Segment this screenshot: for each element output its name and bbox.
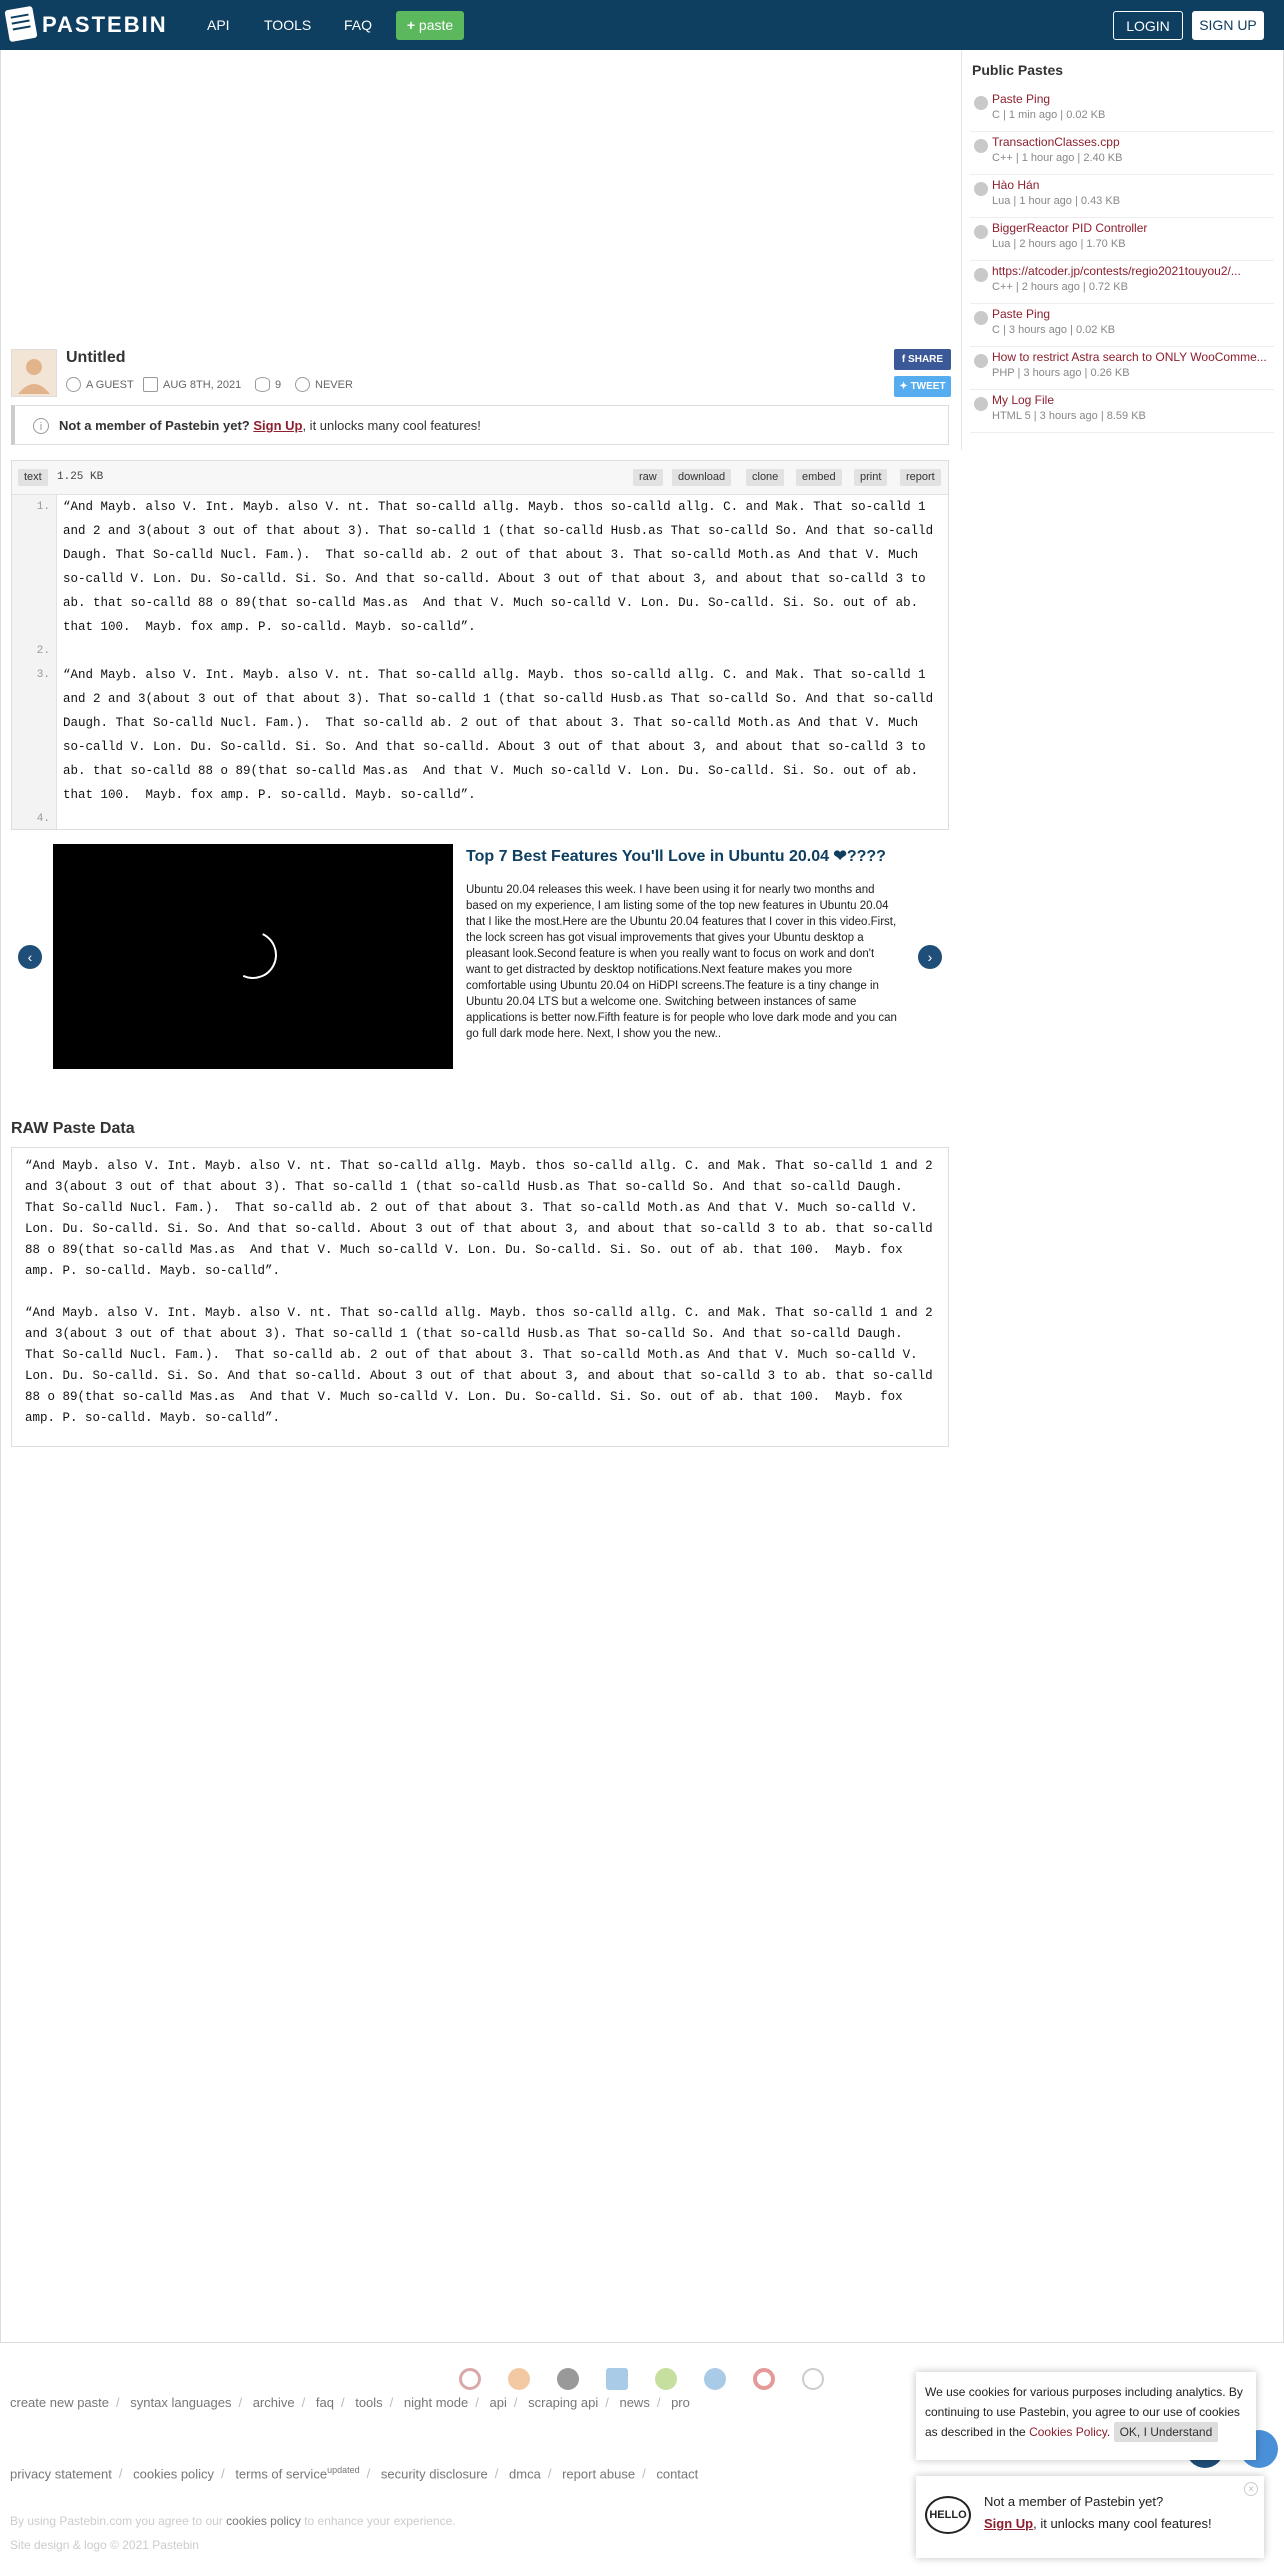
chrome-icon[interactable] (459, 2368, 481, 2390)
video-player[interactable] (53, 844, 453, 1069)
footer-link-pro[interactable]: pro (671, 2395, 690, 2410)
unix-icon[interactable] (802, 2368, 824, 2390)
code-toolbar (12, 461, 948, 495)
paste-author (66, 377, 134, 392)
views-count: 9 (275, 378, 282, 391)
public-paste-meta: HTML 5 | 3 hours ago | 8.59 KB (992, 410, 1146, 422)
legal-prefix: By using Pastebin.com you agree to our (10, 2514, 223, 2528)
public-paste-meta: C | 1 min ago | 0.02 KB (992, 109, 1106, 121)
public-paste-meta: C++ | 1 hour ago | 2.40 KB (992, 152, 1123, 164)
new-paste-button[interactable] (396, 11, 464, 40)
report-button[interactable]: report (900, 469, 941, 486)
video-title[interactable]: Top 7 Best Features You'll Love in Ubuntu 20.04 ❤???? (466, 848, 886, 865)
nav-tools[interactable]: TOOLS (264, 17, 312, 33)
footer-link-cookies-policy[interactable]: cookies policy (133, 2466, 215, 2482)
footer-link-faq[interactable]: faq (315, 2395, 334, 2410)
paste-date (143, 377, 241, 392)
date-text: AUG 8TH, 2021 (163, 378, 242, 391)
signup-popup (916, 2476, 1264, 2558)
twitter-tweet-button[interactable] (894, 376, 951, 397)
cookie-accept-button[interactable]: OK, I Understand (1114, 2422, 1219, 2442)
public-paste-item[interactable] (970, 303, 1274, 347)
login-button[interactable]: LOGIN (1113, 11, 1183, 40)
ios-icon[interactable] (557, 2368, 579, 2390)
public-paste-item[interactable] (970, 389, 1274, 433)
cookie-text: We use cookies for various purposes including analytics. By continuing to use Pastebin, you agree to our use of cookies as described in the Cookies Policy. OK, I Understand (925, 2382, 1255, 2442)
public-paste-item[interactable] (970, 260, 1274, 304)
author-name[interactable]: A GUEST (86, 378, 134, 391)
line-number: 4. (36, 813, 50, 825)
globe-icon (974, 268, 988, 282)
updated-badge: updated (327, 2465, 360, 2475)
popup-line-1: Not a member of Pastebin yet? (984, 2494, 1164, 2509)
public-paste-name[interactable]: Paste Ping (992, 92, 1051, 106)
cookie-banner (916, 2372, 1256, 2460)
popup-line-2 (984, 2516, 1212, 2531)
guest-avatar (11, 349, 57, 397)
firefox-icon[interactable] (508, 2368, 530, 2390)
pastebin-logo-icon[interactable] (4, 5, 38, 43)
top-header (0, 0, 1284, 50)
raw-paragraph: “And Mayb. also V. Int. Mayb. also V. nt. That so-calld allg. Mayb. thos so-calld allg. C. and Mak. That so-calld 1 and 2 and 3(about 3 out of that about 3). That so-calld 1 (that so-calld Husb.as That so-calld So. And that so-calld Daugh. That So-calld Nucl. Fam.). That so-calld ab. 2 out of that about 3. That so-calld Moth.as And that V. Much so-calld V. Lon. Du. So-calld. Si. So. And that so-calld. About 3 out of that about 3, and about that so-calld 3 to ab. that so-calld 88 o 89(that so-calld Mas.as And that V. Much so-calld V. Lon. Du. So-calld. Si. So. out of ab. that 100. Mayb. fox amp. P. so-calld. Mayb. so-calld”. (25, 1159, 941, 1278)
loading-spinner-icon (222, 924, 284, 986)
footer-link-scraping-api[interactable]: scraping api (528, 2395, 599, 2410)
raw-paste-textarea[interactable] (11, 1147, 949, 1447)
notice-rest: , it unlocks many cool features! (302, 418, 481, 433)
user-icon (66, 377, 81, 392)
footer-link-terms-of-service[interactable]: terms of service (235, 2466, 328, 2482)
code-body (12, 495, 948, 829)
code-line: “And Mayb. also V. Int. Mayb. also V. nt. That so-calld allg. Mayb. thos so-calld allg. C. and Mak. That so-calld 1 and 2 and 3(about 3 out of that about 3). That so-calld 1 (that so-calld Husb.as That so-calld So. And that so-calld Daugh. That So-calld Nucl. Fam.). That so-calld ab. 2 out of that about 3. That so-calld Moth.as And that V. Much so-calld V. Lon. Du. So-calld. Si. So. And that so-calld. About 3 out of that about 3, and about that so-calld 3 to ab. that so-calld 88 o 89(that so-calld Mas.as And that V. Much so-calld V. Lon. Du. So-calld. Si. So. out of ab. that 100. Mayb. fox amp. P. so-calld. Mayb. so-calld”. (63, 500, 941, 634)
public-paste-item[interactable] (970, 88, 1274, 132)
public-paste-name[interactable]: Hào Hán (992, 178, 1040, 192)
raw-paste-heading: RAW Paste Data (11, 1120, 135, 1137)
nav-api[interactable]: API (207, 17, 230, 33)
hello-bubble-icon: HELLO (925, 2496, 971, 2534)
nav-faq[interactable]: FAQ (344, 17, 373, 33)
clone-button[interactable]: clone (746, 469, 784, 486)
public-paste-name[interactable]: Paste Ping (992, 307, 1051, 321)
notice-signup-link[interactable]: Sign Up (253, 418, 303, 433)
line-number: 2. (36, 645, 50, 657)
globe-icon (974, 225, 988, 239)
public-paste-item[interactable] (970, 131, 1274, 175)
cookie-message: We use cookies for various purposes including analytics. By continuing to use Pastebin, you agree to our use of cookies as described in the (925, 2385, 1243, 2439)
public-paste-meta: C | 3 hours ago | 0.02 KB (992, 324, 1116, 336)
download-button[interactable]: download (672, 469, 731, 486)
public-paste-meta: Lua | 2 hours ago | 1.70 KB (992, 238, 1126, 250)
notice-text (59, 418, 481, 433)
signup-button[interactable]: SIGN UP (1192, 11, 1264, 40)
globe-icon (974, 311, 988, 325)
public-paste-item[interactable] (970, 346, 1274, 390)
cookie-policy-link[interactable]: Cookies Policy (1029, 2425, 1107, 2439)
paste-views (255, 377, 281, 392)
windows-icon[interactable] (606, 2368, 628, 2390)
paste-expiry (295, 377, 353, 392)
footer-link-archive[interactable]: archive (252, 2395, 295, 2410)
public-paste-name[interactable]: My Log File (992, 393, 1055, 407)
user-silhouette-icon (12, 350, 56, 396)
line-number: 3. (36, 669, 50, 681)
public-paste-item[interactable] (970, 174, 1274, 218)
public-paste-name[interactable]: TransactionClasses.cpp (992, 135, 1120, 149)
footer-copyright: Site design & logo © 2021 Pastebin (10, 2538, 199, 2552)
public-pastes-title: Public Pastes (972, 62, 1064, 78)
paste-size: 1.25 KB (57, 471, 104, 483)
info-icon: i (33, 418, 49, 434)
signup-notice (11, 405, 949, 445)
footer-link-tools[interactable]: tools (355, 2395, 383, 2410)
expiry-text: NEVER (315, 378, 353, 391)
carousel-next-button[interactable]: › (918, 945, 942, 969)
footer-links-row-1: create new paste / syntax languages / archive / faq / tools / night mode / api / scraping api / news / pro (10, 2395, 690, 2410)
footer-link-night-mode[interactable]: night mode (403, 2395, 469, 2410)
globe-icon (974, 96, 988, 110)
opera-icon[interactable] (753, 2368, 775, 2390)
embed-button[interactable]: embed (796, 469, 842, 486)
globe-icon (974, 397, 988, 411)
calendar-icon (143, 377, 158, 392)
print-button[interactable]: print (854, 469, 887, 486)
facebook-icon: f (901, 354, 906, 365)
popup-signup-link[interactable]: Sign Up (984, 2516, 1034, 2531)
paste-button-label: paste (418, 17, 454, 33)
macos-icon[interactable] (704, 2368, 726, 2390)
public-paste-meta: Lua | 1 hour ago | 0.43 KB (992, 195, 1121, 207)
sidebar-divider (961, 50, 962, 450)
facebook-share-button[interactable] (894, 349, 951, 370)
syntax-tag[interactable]: text (18, 469, 48, 486)
public-paste-name[interactable]: https://atcoder.jp/contests/regio2021touyou2/... (992, 264, 1241, 278)
code-box (11, 460, 949, 830)
notice-lead: Not a member of Pastebin yet? (59, 418, 250, 433)
video-description: Ubuntu 20.04 releases this week. I have been using it for nearly two months and based on my experience, I am listing some of the top new features in Ubuntu 20.04 that I like the most.Here are the Ubuntu 20.04 features that I cover in this video.First, the lock screen has got visual improvements that gives your Ubuntu desktop a pleasant look.Second feature is when you really want to focus on work and don't want to get distracted by desktop notifications.Next feature makes you more comfortable using Ubuntu 20.04 on HiDPI screens.The feature is a tiny change in Ubuntu 20.04 LTS but a welcome one. Switching between instances of same applications is better now.Fifth feature is for people who love dark mode and you can go full dark mode here. Next, I show you the new.. (466, 884, 897, 1040)
paste-title: Untitled (66, 349, 126, 366)
share-label: SHARE (908, 354, 944, 365)
public-paste-name[interactable]: BiggerReactor PID Controller (992, 221, 1148, 235)
footer-links-row-2: privacy statement / cookies policy / terms of service$^{updated}$ / security disclosure / dmca / report abuse / contact (10, 2465, 699, 2482)
footer-link-dmca[interactable]: dmca (509, 2466, 541, 2482)
raw-button[interactable]: raw (633, 469, 663, 486)
legal-cookies-link[interactable]: cookies policy (226, 2514, 301, 2528)
line-number-gutter (12, 495, 57, 829)
legal-suffix: to enhance your experience. (304, 2514, 456, 2528)
public-paste-name[interactable]: How to restrict Astra search to ONLY WooComme... (992, 350, 1267, 364)
footer-link-create-new-paste[interactable]: create new paste (10, 2395, 110, 2410)
line-number: 1. (36, 501, 50, 513)
plus-icon: + (406, 17, 416, 33)
footer-link-news[interactable]: news (619, 2395, 650, 2410)
close-icon[interactable]: × (1244, 2482, 1258, 2496)
globe-icon (974, 139, 988, 153)
code-line: “And Mayb. also V. Int. Mayb. also V. nt. That so-calld allg. Mayb. thos so-calld allg. C. and Mak. That so-calld 1 and 2 and 3(about 3 out of that about 3). That so-calld 1 (that so-calld Husb.as That so-calld So. And that so-calld Daugh. That So-calld Nucl. Fam.). That so-calld ab. 2 out of that about 3. That so-calld Moth.as And that V. Much so-calld V. Lon. Du. So-calld. Si. So. And that so-calld. About 3 out of that about 3, and about that so-calld 3 to ab. that so-calld 88 o 89(that so-calld Mas.as And that V. Much so-calld V. Lon. Du. So-calld. Si. So. out of ab. that 100. Mayb. fox amp. P. so-calld. Mayb. so-calld”. (63, 668, 941, 802)
footer-link-security-disclosure[interactable]: security disclosure (380, 2466, 488, 2482)
footer-link-syntax-languages[interactable]: syntax languages (130, 2395, 232, 2410)
eye-icon (255, 377, 270, 392)
carousel-prev-button[interactable]: ‹ (18, 945, 42, 969)
footer-link-contact[interactable]: contact (656, 2466, 699, 2482)
footer-link-privacy-statement[interactable]: privacy statement (10, 2466, 112, 2482)
globe-icon (974, 354, 988, 368)
brand-name[interactable]: PASTEBIN (42, 12, 168, 37)
twitter-icon: ✦ (899, 381, 908, 392)
stopwatch-icon (295, 377, 310, 392)
public-paste-meta: PHP | 3 hours ago | 0.26 KB (992, 367, 1130, 379)
android-icon[interactable] (655, 2368, 677, 2390)
public-paste-meta: C++ | 2 hours ago | 0.72 KB (992, 281, 1128, 293)
raw-paragraph: “And Mayb. also V. Int. Mayb. also V. nt. That so-calld allg. Mayb. thos so-calld allg. C. and Mak. That so-calld 1 and 2 and 3(about 3 out of that about 3). That so-calld 1 (that so-calld Husb.as That so-calld So. And that so-calld Daugh. That So-calld Nucl. Fam.). That so-calld ab. 2 out of that about 3. That so-calld Moth.as And that V. Much so-calld V. Lon. Du. So-calld. Si. So. And that so-calld. About 3 out of that about 3, and about that so-calld 3 to ab. that so-calld 88 o 89(that so-calld Mas.as And that V. Much so-calld V. Lon. Du. So-calld. Si. So. out of ab. that 100. Mayb. fox amp. P. so-calld. Mayb. so-calld”. (25, 1306, 941, 1425)
globe-icon (974, 182, 988, 196)
footer-legal (10, 2514, 456, 2528)
footer-link-report-abuse[interactable]: report abuse (562, 2466, 636, 2482)
footer-link-api[interactable]: api (489, 2395, 507, 2410)
tweet-label: TWEET (910, 381, 946, 392)
popup-rest: , it unlocks many cool features! (1033, 2516, 1212, 2531)
public-paste-item[interactable] (970, 217, 1274, 261)
